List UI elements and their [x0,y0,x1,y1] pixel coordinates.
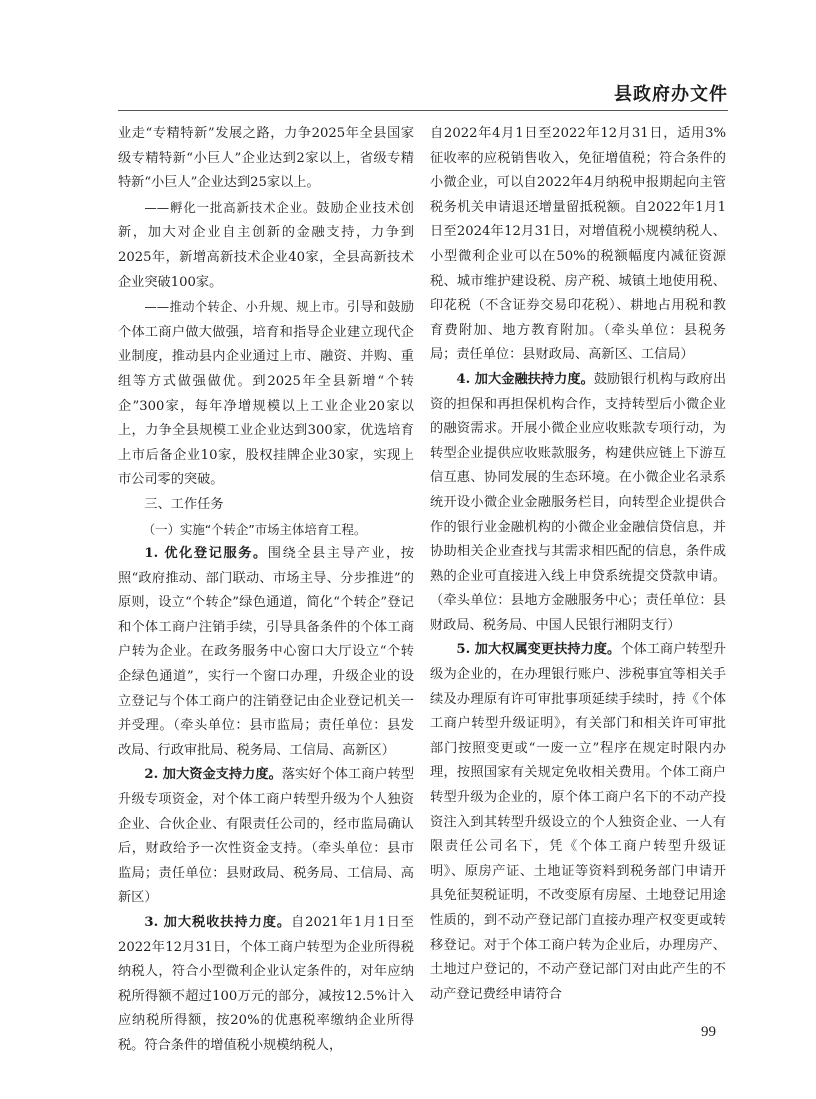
item-body: 鼓励银行机构与政府出资的担保和再担保机构合作，支持转型后小微企业的融资需求。开展小微企业应收账款专项行动，为转型企业提供应收账款服务，构建供应链上下游互信互惠、协同发展的生态环境。在小微企业名录系统开设小微企业金融服务栏目，向转型企业提供合作的银行业金融机构的小微企业金融信贷信息，并协助相关企业查找与其需求相匹配的信息，条件成熟的企业可直接进入线上申贷系统提交贷款申请。（牵头单位：县地方金融服务中心；责任单位：县财政局、税务局、中国人民银行湘阴支行） [430,371,727,633]
item-title: 5. 加大权属变更扶持力度。 [456,642,621,658]
item-title: 2. 加大资金支持力度。 [144,767,282,783]
item-body: 自2021年1月1日至2022年12月31日，个体工商户转型为企业所得税纳税人，符合小型微利企业认定条件的，对年应纳税所得额不超过100万元的部分，减按12.5%计入应纳税所得额，按20%的优惠税率缴纳企业所得税。符合条件的增值税小规模纳税人， [118,915,414,1053]
paragraph-continuation: 业走“专精特新”发展之路，力争2025年全县国家级专精特新“小巨人”企业达到2家以上，省级专精特新“小巨人”企业达到25家以上。 [118,126,414,191]
item-body: 个体工商户转型升级为企业的，在办理银行账户、涉税事宜等相关手续及办理原有许可审批事项延续手续时，持《个体工商户转型升级证明》，有关部门和相关许可审批部门按照变更或“一废一立”程序在规定时限内办理，按照国家有关规定免收相关费用。个体工商户转型升级为企业的，原个体工商户名下的不动产投资注入到其转型升级设立的个人独资企业、一人有限责任公司名下，凭《个体工商户转型升级证明》、原房产证、土地证等资料到税务部门申请开具免征契税证明，不改变原有房屋、土地登记用途性质的，到不动产登记部门直接办理产权变更或转移登记。对于个体工商户转为企业后，办理房产、土地过户登记的，不动产登记部门对由此产生的不动产登记费经申请符合 [430,642,727,1002]
item-2 [118,763,414,911]
left-column [118,122,414,1059]
header-rule [118,110,728,111]
section-heading: 三、工作任务 [144,496,224,512]
item-4 [430,368,726,639]
paragraph-body: 引导和鼓励个体工商户做大做强，培育和指导企业建立现代企业制度，推动县内企业通过上市、融资、并购、重组等方式做强做优。到2025年全县新增“个转企”300家，每年净增规模以上工业企业20家以上，力争全县规模工业企业达到300家，优选培育上市后备企业10家，股权挂牌企业30家，实现上市公司零的突破。 [118,300,415,488]
paragraph-listing [118,295,414,493]
page-number: 99 [701,1024,716,1040]
item-title: 1. 优化登记服务。 [144,546,268,562]
paragraph-continuation: 自2022年4月1日至2022年12月31日，适用3%征收率的应税销售收入，免征增值税；符合条件的小微企业，可以自2022年4月纳税申报期起向主管税务机关申请退还增量留抵税额。自2022年1月1日至2024年12月31日，对增值税小规模纳税人、小型微利企业可以在50%的税额幅度内减征资源税、城市维护建设税、房产税、城镇土地使用税、印花税（不含证券交易印花税）、耕地占用税和教育费附加、地方教育附加。（牵头单位：县税务局；责任单位：县财政局、高新区、工信局） [430,126,726,363]
item-body: 落实好个体工商户转型升级专项资金，对个体工商户转型升级为个人独资企业、合伙企业、有限责任公司的，经市监局确认后，财政给予一次性资金支持。（牵头单位：县市监局；责任单位：县财政局、税务局、工信局、高新区） [118,767,415,906]
item-title: 4. 加大金融扶持力度。 [456,371,594,387]
paragraph-lead: ——孵化一批高新技术企业。 [144,199,317,215]
item-5 [430,638,726,1007]
right-column [430,122,726,1007]
sub-heading: （一）实施“个转企”市场主体培育工程。 [142,521,367,537]
paragraph-body: 鼓励企业技术创新，加大对企业自主创新的金融支持，力争到2025年，新增高新技术企业40家，全县高新技术企业突破100家。 [118,200,414,290]
paragraph-lead: ——推动个转企、小升规、规上市。 [144,299,347,315]
item-1 [118,542,414,763]
item-body: 围绕全县主导产业，按照“政府推动、部门联动、市场主导、分步推进”的原则，设立“个转企”绿色通道，简化“个转企”登记和个体工商户注销手续，引导具备条件的个体工商户转为企业。在政务服务中心窗口大厅设立“个转企绿色通道”，实行一个窗口办理，升级企业的设立登记与个体工商户的注销登记由企业登记机关一并受理。（牵头单位：县市监局；责任单位：县发改局、行政审批局、税务局、工信局、高新区） [118,546,414,758]
item-title: 3. 加大税收扶持力度。 [144,915,292,930]
header-title: 县政府办文件 [614,84,728,105]
item-3 [118,911,414,1059]
paragraph-high-tech [118,196,414,295]
